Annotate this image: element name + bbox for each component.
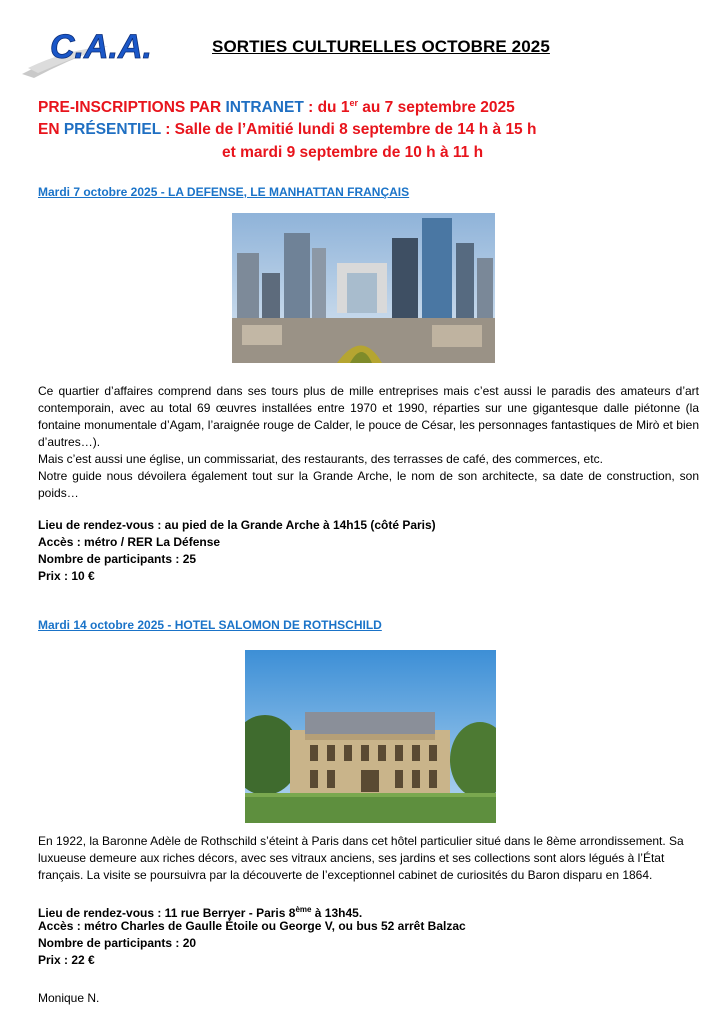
outing-2-title: Mardi 14 octobre 2025 - HOTEL SALOMON DE ROTHSCHILD xyxy=(38,618,382,632)
outing-2-description: En 1922, la Baronne Adèle de Rothschild s’éteint à Paris dans cet hôtel particulier situé dans le 8ème arrondissement. Sa luxueuse demeure aux riches décors, avec ses vitraux anciens, ses jardins et ses collections sont alors légués à l’État français. La visite se poursuivra par la découverte de l’exceptionnel cabinet de curiosités du Baron disparu en 1864. xyxy=(38,834,684,882)
outing-1-details xyxy=(38,517,436,585)
la-defense-photo xyxy=(232,213,495,363)
outing-1-description: Ce quartier d’affaires comprend dans ses tours plus de mille entreprises mais c’est aussi le paradis des amateurs d’art contemporain, avec au total 69 œuvres installées entre 1970 et 1990, réparties sur une gigantesque dalle piétonne (la fontaine monumentale d’Agam, l’araignée rouge de Calder, le pouce de César, les personnages fantastiques de Mirò et bien d’autres…). Mais c’est aussi une église, un commissariat, des restaurants, des terrasses de café, des commerces, etc. Notre guide nous dévoilera également tout sur la Grande Arche, le nom de son architecte, sa date de construction, son poids… xyxy=(38,384,699,500)
registration-line-1: PRE-INSCRIPTIONS PAR INTRANET : du 1er au 7 septembre 2025 xyxy=(38,98,515,117)
caa-logo xyxy=(20,18,160,80)
outing-1-participants: Nombre de participants : 25 xyxy=(38,552,197,566)
signature: Monique N. xyxy=(38,991,100,1005)
outing-1-meeting: Lieu de rendez-vous : au pied de la Grande Arche à 14h15 (côté Paris) xyxy=(38,518,436,532)
outing-1-access: Accès : métro / RER La Défense xyxy=(38,535,221,549)
outing-2-price: Prix : 22 € xyxy=(38,953,95,967)
document-title: SORTIES CULTURELLES OCTOBRE 2025 xyxy=(212,37,550,56)
outing-2-access: Accès : métro Charles de Gaulle Étoile ou George V, ou bus 52 arrêt Balzac xyxy=(38,919,466,933)
hotel-rothschild-photo xyxy=(245,650,496,823)
outing-1-price: Prix : 10 € xyxy=(38,569,95,583)
outing-2-details xyxy=(38,901,466,969)
registration-line-2: EN PRÉSENTIEL : Salle de l’Amitié lundi 8 septembre de 14 h à 15 h xyxy=(38,121,537,138)
registration-line-3: et mardi 9 septembre de 10 h à 11 h xyxy=(222,144,484,161)
logo-text: C.A.A. xyxy=(50,28,152,66)
outing-2-meeting: Lieu de rendez-vous : 11 rue Berryer - Paris 8ème à 13h45. xyxy=(38,905,363,920)
outing-2-participants: Nombre de participants : 20 xyxy=(38,936,197,950)
outing-1-title: Mardi 7 octobre 2025 - LA DEFENSE, LE MANHATTAN FRANÇAIS xyxy=(38,185,410,199)
